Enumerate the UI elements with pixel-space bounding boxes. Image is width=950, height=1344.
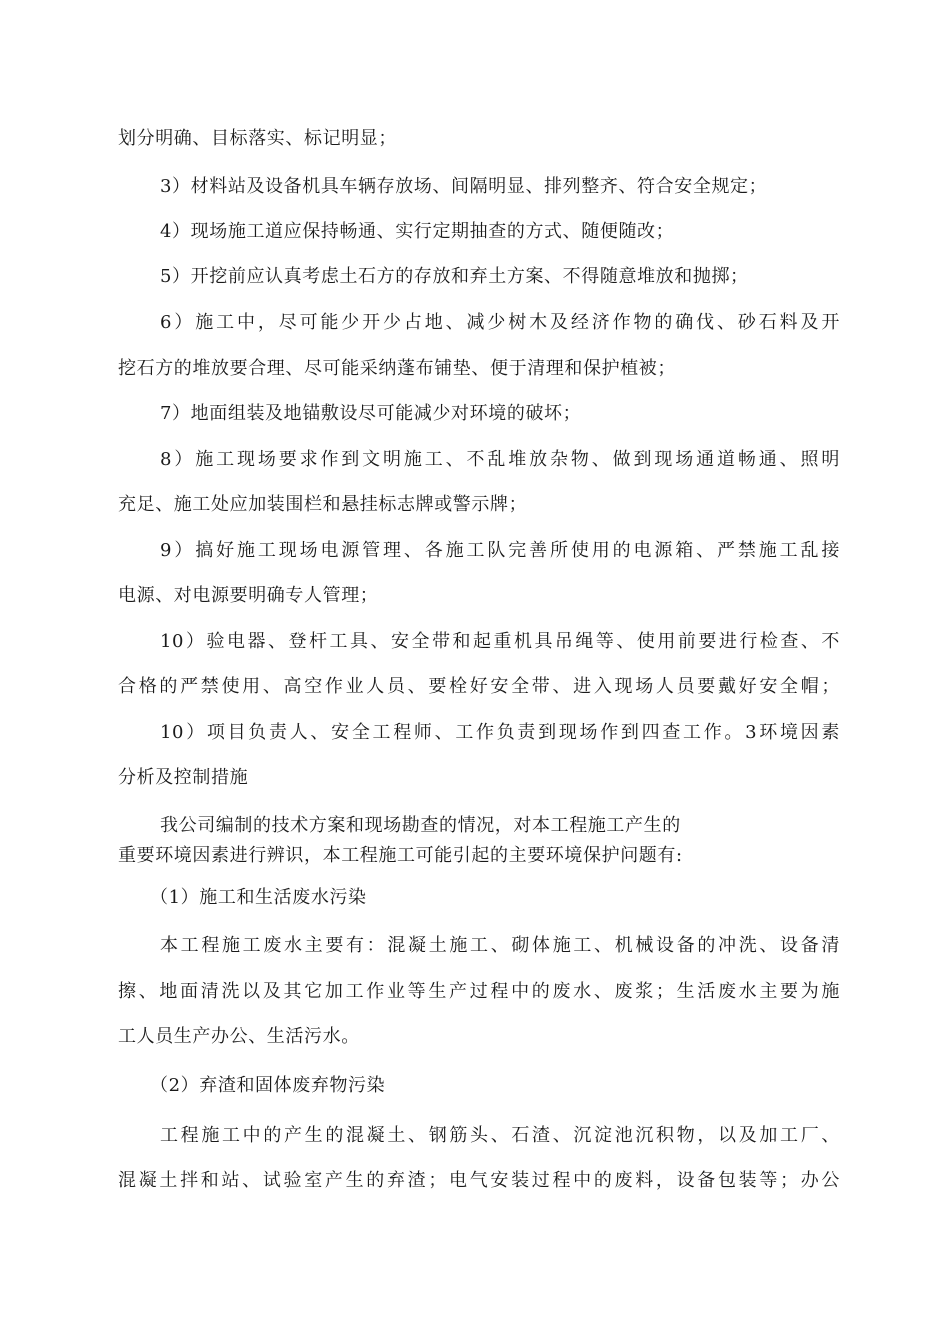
text-line: 6）施工中，尽可能少开少占地、减少树木及经济作物的确伐、砂石料及开 (160, 312, 840, 333)
text-line: 分析及控制措施 (118, 767, 249, 788)
text-line: 重要环境因素进行辨识，本工程施工可能引起的主要环境保护问题有: (118, 845, 683, 866)
text-line: 混凝土拌和站、试验室产生的弃渣；电气安装过程中的废料，设备包装等；办公 (118, 1170, 840, 1191)
text-line: 10）验电器、登杆工具、安全带和起重机具吊绳等、使用前要进行检查、不 (160, 631, 840, 652)
text-line: 4）现场施工道应保持畅通、实行定期抽查的方式、随便随改； (160, 221, 675, 242)
text-line: 工程施工中的产生的混凝土、钢筋头、石渣、沉淀池沉积物，以及加工厂、 (160, 1125, 840, 1146)
text-line: 擦、地面清洗以及其它加工作业等生产过程中的废水、废浆；生活废水主要为施 (118, 981, 840, 1002)
section-heading: （1）施工和生活废水污染 (150, 887, 367, 908)
text-line: 挖石方的堆放要合理、尽可能采纳蓬布铺垫、便于清理和保护植被； (118, 358, 676, 379)
text-line: 7）地面组装及地锚敷设尽可能减少对环境的破坏； (160, 403, 582, 424)
text-line: 充足、施工处应加装围栏和悬挂标志牌或警示牌； (118, 494, 528, 515)
text-line: 我公司编制的技术方案和现场勘查的情况，对本工程施工产生的 (160, 815, 681, 836)
text-line: 10）项目负责人、安全工程师、工作负责到现场作到四查工作。3环境因素 (160, 722, 840, 743)
text-line: 5）开挖前应认真考虑土石方的存放和弃土方案、不得随意堆放和抛掷； (160, 266, 749, 287)
text-line: 本工程施工废水主要有：混凝土施工、砌体施工、机械设备的冲洗、设备清 (160, 935, 840, 956)
text-line: 工人员生产办公、生活污水。 (118, 1026, 360, 1047)
text-line: 合格的严禁使用、高空作业人员、要栓好安全带、进入现场人员要戴好安全帽； (118, 676, 840, 697)
section-heading: （2）弃渣和固体废弃物污染 (150, 1075, 386, 1096)
text-line: 3）材料站及设备机具车辆存放场、间隔明显、排列整齐、符合安全规定； (160, 176, 768, 197)
text-line: 划分明确、目标落实、标记明显； (118, 128, 397, 149)
text-line: 9）搞好施工现场电源管理、各施工队完善所使用的电源箱、严禁施工乱接 (160, 540, 840, 561)
text-line: 电源、对电源要明确专人管理； (118, 585, 379, 606)
text-line: 8）施工现场要求作到文明施工、不乱堆放杂物、做到现场通道畅通、照明 (160, 449, 840, 470)
